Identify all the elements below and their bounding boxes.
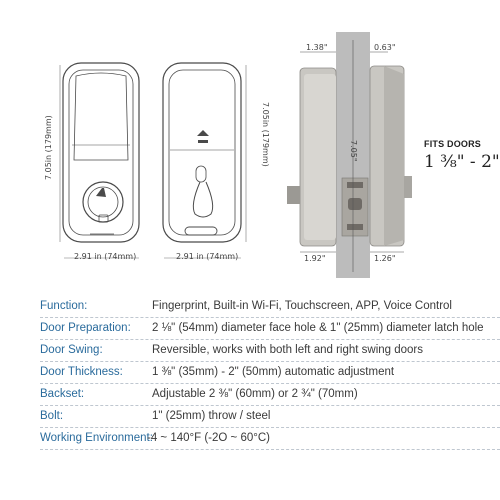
- spec-row-backset: [40, 384, 500, 406]
- side-top-right-label: 0.63": [374, 43, 396, 52]
- spec-label: Function:: [40, 300, 88, 312]
- spec-row-door-preparation: [40, 318, 500, 340]
- spec-label: Door Swing:: [40, 344, 103, 356]
- spec-label: Bolt:: [40, 410, 64, 422]
- spec-value: Adjustable 2 ⅜" (60mm) or 2 ¾" (70mm): [152, 388, 358, 400]
- front-width-label: 2.91 in (74mm): [74, 252, 137, 261]
- spec-row-bolt: [40, 406, 500, 428]
- side-bottom-left-label: 1.92": [304, 254, 326, 263]
- spec-label: Backset:: [40, 388, 85, 400]
- specs-table: [40, 296, 500, 450]
- side-height-label: 7.05": [349, 140, 358, 162]
- spec-label: Door Preparation:: [40, 322, 131, 334]
- spec-value: 2 ⅛" (54mm) diameter face hole & 1" (25mm) diameter latch hole: [152, 322, 484, 334]
- spec-value: Reversible, works with both left and right swing doors: [152, 344, 424, 356]
- front-view-drawing: [63, 63, 139, 242]
- spec-label: Working Environment:: [40, 432, 153, 444]
- spec-row-door-thickness: [40, 362, 500, 384]
- spec-label: Door Thickness:: [40, 366, 123, 378]
- spec-row-function: [40, 296, 500, 318]
- front-height-label: 7.05in (179mm): [44, 115, 53, 180]
- side-top-left-label: 1.38": [306, 43, 328, 52]
- spec-value: -4 ~ 140°F (-2O ~ 60°C): [147, 432, 270, 444]
- back-view-drawing: [163, 63, 241, 242]
- fits-doors-title: FITS DOORS: [424, 139, 482, 149]
- spec-row-working-environment: [40, 428, 500, 450]
- fits-doors-callout: [424, 139, 500, 172]
- spec-value: 1" (25mm) throw / steel: [152, 410, 271, 422]
- spec-value: 1 ⅜" (35mm) - 2" (50mm) automatic adjustment: [152, 366, 395, 378]
- spec-row-door-swing: [40, 340, 500, 362]
- side-bottom-right-label: 1.26": [374, 254, 396, 263]
- back-height-label: 7.05in (179mm): [261, 102, 270, 167]
- fits-doors-range: 1 ⅜" - 2": [424, 152, 500, 172]
- spec-value: Fingerprint, Built-in Wi-Fi, Touchscreen, APP, Voice Control: [152, 300, 452, 312]
- back-width-label: 2.91 in (74mm): [176, 252, 239, 261]
